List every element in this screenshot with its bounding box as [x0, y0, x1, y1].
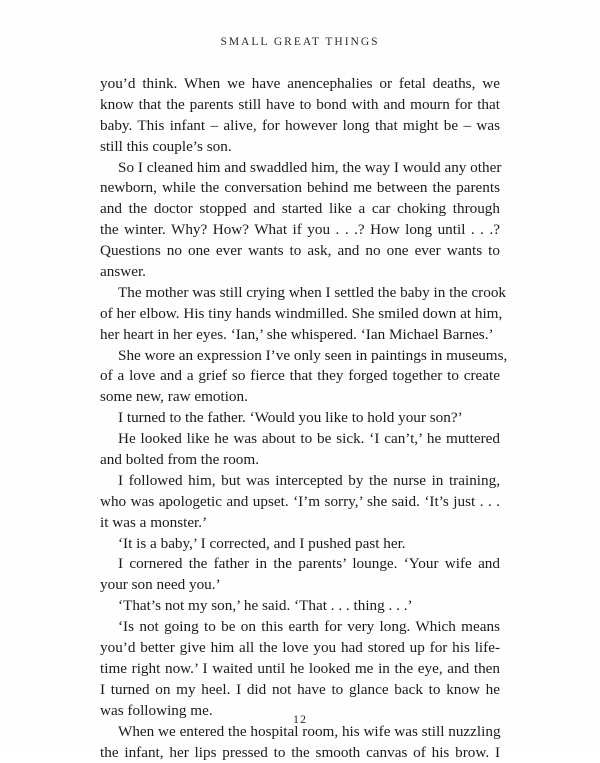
- text-line: your son need you.’: [100, 575, 500, 596]
- text-line: who was apologetic and upset. ‘I’m sorry,’ she said. ‘It’s just . . .: [100, 492, 500, 513]
- text-line: baby. This infant – alive, for however long that might be – was: [100, 116, 500, 137]
- text-line: answer.: [100, 262, 500, 283]
- text-line: I followed him, but was intercepted by the nurse in training,: [100, 471, 500, 492]
- text-line: of her elbow. His tiny hands windmilled. She smiled down at him,: [100, 304, 500, 325]
- text-line: I turned on my heel. I did not have to glance back to know he: [100, 680, 500, 701]
- text-line: some new, raw emotion.: [100, 387, 500, 408]
- running-head: SMALL GREAT THINGS: [0, 36, 600, 48]
- body-text: [100, 74, 500, 763]
- text-line: know that the parents still have to bond with and mourn for that: [100, 95, 500, 116]
- text-line: I turned to the father. ‘Would you like to hold your son?’: [100, 408, 500, 429]
- text-line: it was a monster.’: [100, 513, 500, 534]
- text-line: The mother was still crying when I settled the baby in the crook: [100, 283, 500, 304]
- text-line: newborn, while the conversation behind me between the parents: [100, 178, 500, 199]
- text-line: the winter. Why? How? What if you . . .? How long until . . .?: [100, 220, 500, 241]
- text-line: you’d think. When we have anencephalies or fetal deaths, we: [100, 74, 500, 95]
- page-number: 12: [0, 712, 600, 727]
- text-line: you’d better give him all the love you had stored up for his life-: [100, 638, 500, 659]
- text-line: ‘Is not going to be on this earth for very long. Which means: [100, 617, 500, 638]
- text-line: and the doctor stopped and started like a car choking through: [100, 199, 500, 220]
- text-line: I cornered the father in the parents’ lounge. ‘Your wife and: [100, 554, 500, 575]
- text-line: time right now.’ I waited until he looked me in the eye, and then: [100, 659, 500, 680]
- text-line: She wore an expression I’ve only seen in paintings in museums,: [100, 346, 500, 367]
- text-line: ‘That’s not my son,’ he said. ‘That . . . thing . . .’: [100, 596, 500, 617]
- text-line: the infant, her lips pressed to the smooth canvas of his brow. I: [100, 743, 500, 763]
- text-line: still this couple’s son.: [100, 137, 500, 158]
- text-line: was following me.: [100, 701, 500, 722]
- text-line: Questions no one ever wants to ask, and no one ever wants to: [100, 241, 500, 262]
- text-line: and bolted from the room.: [100, 450, 500, 471]
- text-line: her heart in her eyes. ‘Ian,’ she whispered. ‘Ian Michael Barnes.’: [100, 325, 500, 346]
- text-line: So I cleaned him and swaddled him, the way I would any other: [100, 158, 500, 179]
- text-line: He looked like he was about to be sick. ‘I can’t,’ he muttered: [100, 429, 500, 450]
- text-line: When we entered the hospital room, his wife was still nuzzling: [100, 722, 500, 743]
- text-line: ‘It is a baby,’ I corrected, and I pushed past her.: [100, 534, 500, 555]
- text-line: of a love and a grief so fierce that they forged together to create: [100, 366, 500, 387]
